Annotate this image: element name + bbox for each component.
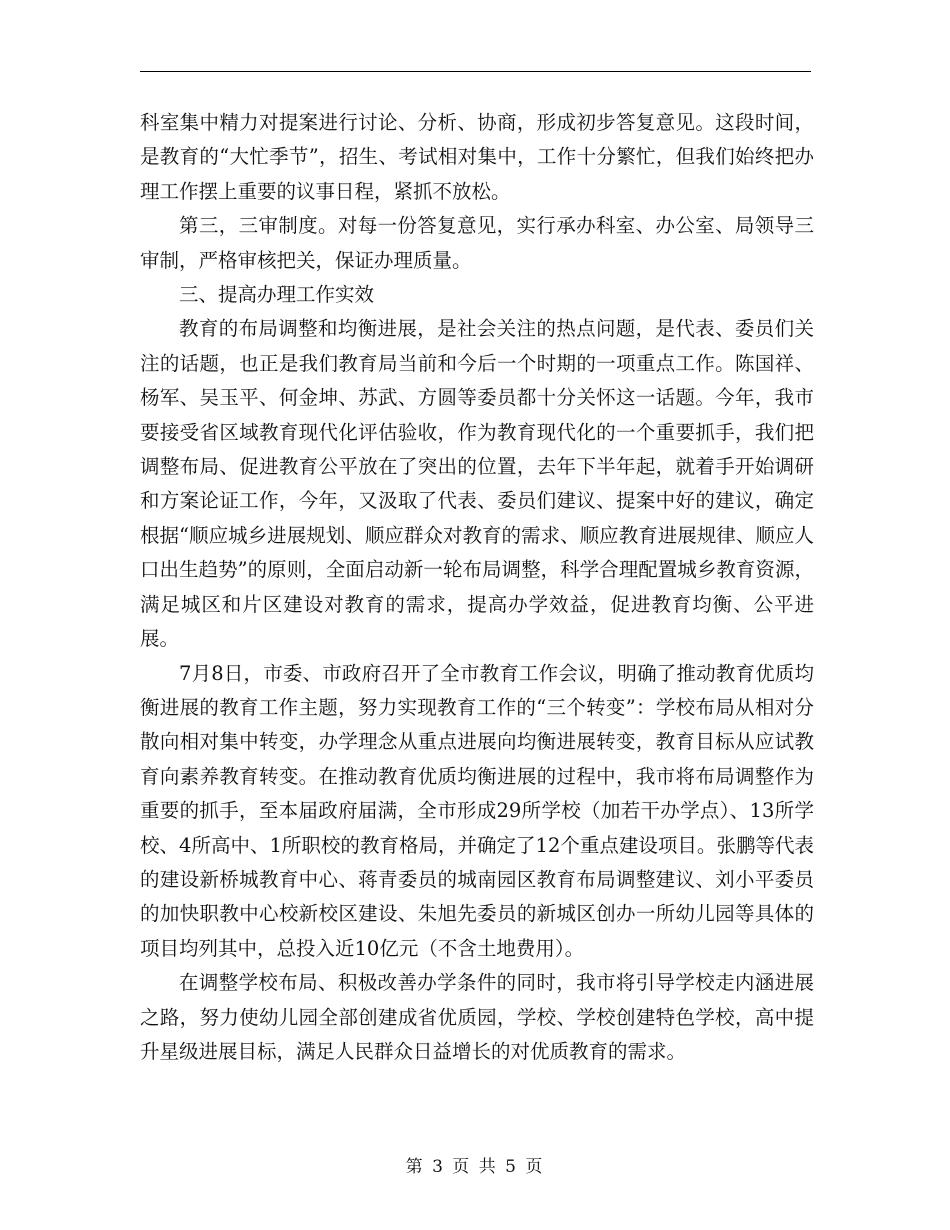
paragraph-education-meeting: 7月8日，市委、市政府召开了全市教育工作会议，明确了推动教育优质均衡进展的教育工作主题，努力实现教育工作的“三个转变”：学校布局从相对分散向相对集中转变，办学理念从重点进展向均衡进展转变，教育目标从应试教育向素养教育转变。在推动教育优质均衡进展的过程中，我市将布局调整作为重要的抓手，至本届政府届满，全市形成29所学校（加若干办学点）、13所学校、4所高中、1所职校的教育格局，并确定了12个重点建设项目。张鹏等代表的建设新桥城教育中心、蒋青委员的城南园区教育布局调整建议、刘小平委员的加快职教中心校新校区建设、朱旭先委员的新城区创办一所幼儿园等具体的项目均列其中，总投入近10亿元（不含土地费用）。 xyxy=(140,661,814,960)
paragraph-layout-adjustment: 教育的布局调整和均衡进展，是社会关注的热点问题，是代表、委员们关注的话题，也正是我们教育局当前和今后一个时期的一项重点工作。陈国祥、杨军、吴玉平、何金坤、苏武、方圆等委员都十分关怀这一话题。今年，我市要接受省区域教育现代化评估验收，作为教育现代化的一个重要抓手，我们把调整布局、促进教育公平放在了突出的位置，去年下半年起，就着手开始调研和方案论证工作，今年，又汲取了代表、委员们建议、提案中好的建议，确定根据“顺应城乡进展规划、顺应群众对教育的需求、顺应教育进展规律、顺应人口出生趋势”的原则，全面启动新一轮布局调整，科学合理配置城乡教育资源，满足城区和片区建设对教育的需求，提高办学效益，促进教育均衡、公平进展。 xyxy=(140,317,814,651)
paragraph-continuation: 科室集中精力对提案进行讨论、分析、协商，形成初步答复意见。这段时间，是教育的“大忙季节”，招生、考试相对集中，工作十分繁忙，但我们始终把办理工作摆上重要的议事日程，紧抓不放松。 xyxy=(140,111,814,203)
page-number: 第 3 页 共 5 页 xyxy=(405,1157,545,1177)
header-rule xyxy=(140,71,811,72)
paragraph-school-development: 在调整学校布局、积极改善办学条件的同时，我市将引导学校走内涵进展之路，努力使幼儿园全部创建成省优质园，学校、学校创建特色学校，高中提升星级进展目标，满足人民群众日益增长的对优质教育的需求。 xyxy=(140,971,814,1063)
paragraph-third-review: 第三，三审制度。对每一份答复意见，实行承办科室、办公室、局领导三审制，严格审核把关，保证办理质量。 xyxy=(140,214,814,272)
document-body xyxy=(140,106,814,1069)
section-heading: 三、提高办理工作实效 xyxy=(179,283,375,307)
